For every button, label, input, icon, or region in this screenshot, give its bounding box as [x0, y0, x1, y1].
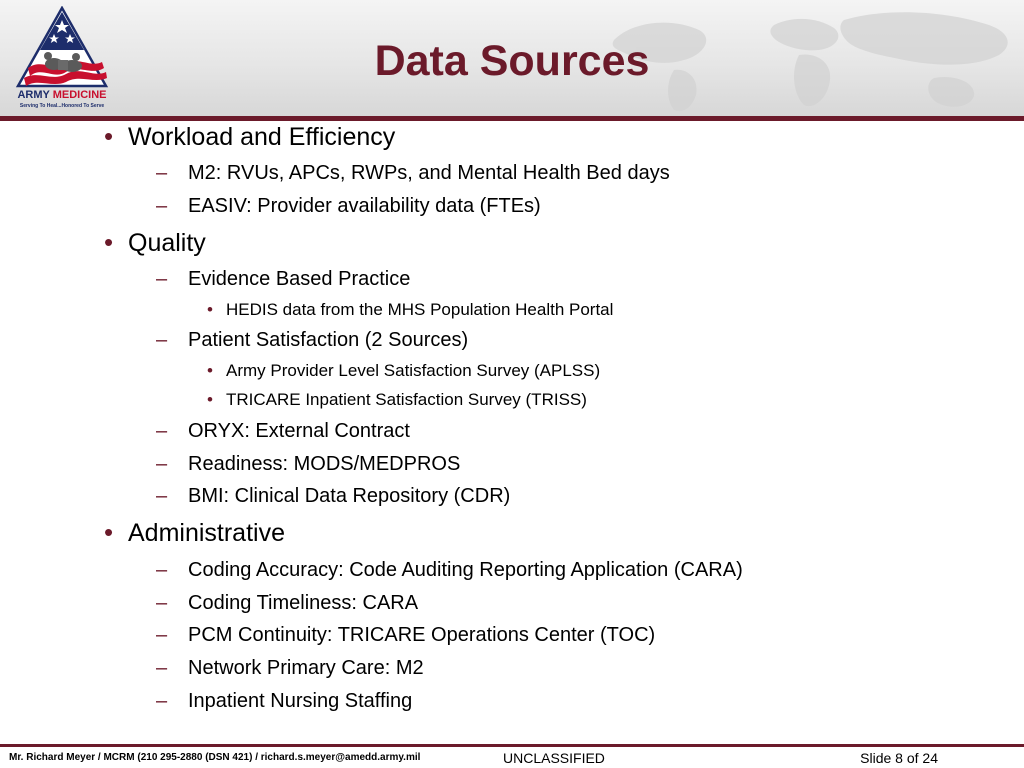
dash-bullet-icon: – [156, 485, 168, 507]
small-bullet-icon: • [207, 390, 213, 409]
small-bullet-icon: • [207, 300, 213, 319]
bullet-text: Army Provider Level Satisfaction Survey (APLSS) [226, 361, 601, 380]
slide-header [0, 0, 1024, 116]
bullet-item-level-2 [156, 623, 655, 647]
bullet-icon: • [104, 517, 114, 547]
bullet-item-level-1 [104, 518, 285, 548]
bullet-text: Coding Timeliness: CARA [188, 592, 419, 614]
bullet-item-level-2 [156, 267, 410, 291]
dash-bullet-icon: – [156, 162, 168, 184]
logo-tagline: Serving To Heal...Honored To Serve [19, 103, 105, 109]
dash-bullet-icon: – [156, 592, 168, 614]
bullet-item-level-1 [104, 122, 395, 152]
bullet-text: ORYX: External Contract [188, 420, 410, 442]
bullet-item-level-2 [156, 558, 743, 582]
dash-bullet-icon: – [156, 329, 168, 351]
dash-bullet-icon: – [156, 268, 168, 290]
footer-slide-number: Slide 8 of 24 [860, 750, 938, 766]
bullet-text: PCM Continuity: TRICARE Operations Center (TOC) [188, 624, 656, 646]
bullet-text: EASIV: Provider availability data (FTEs) [188, 195, 541, 217]
bullet-item-level-2 [156, 328, 468, 352]
logo-word-army: ARMY [17, 89, 50, 101]
bullet-text: Coding Accuracy: Code Auditing Reporting Application (CARA) [188, 559, 743, 581]
dash-bullet-icon: – [156, 195, 168, 217]
dash-bullet-icon: – [156, 690, 168, 712]
logo-wordmark [8, 89, 116, 101]
bullet-text: Administrative [128, 519, 285, 547]
bullet-text: Patient Satisfaction (2 Sources) [188, 329, 469, 351]
bullet-item-level-2 [156, 194, 541, 218]
bullet-item-level-3 [207, 300, 613, 320]
bullet-text: Inpatient Nursing Staffing [188, 690, 413, 712]
bullet-icon: • [104, 227, 114, 257]
bullet-item-level-2 [156, 484, 510, 508]
bullet-text: Network Primary Care: M2 [188, 657, 424, 679]
bullet-icon: • [104, 121, 114, 151]
bullet-text: HEDIS data from the MHS Population Health Portal [226, 300, 614, 319]
dash-bullet-icon: – [156, 624, 168, 646]
bullet-text: Readiness: MODS/MEDPROS [188, 453, 461, 475]
bullet-text: Quality [128, 229, 206, 257]
bullet-item-level-1 [104, 228, 206, 258]
slide-title: Data Sources [374, 37, 650, 85]
bullet-item-level-2 [156, 452, 460, 476]
bullet-item-level-2 [156, 161, 670, 185]
bullet-item-level-2 [156, 689, 412, 713]
bullet-text: BMI: Clinical Data Repository (CDR) [188, 485, 511, 507]
bullet-item-level-2 [156, 656, 424, 680]
slide-footer [0, 747, 1024, 768]
army-medicine-logo [8, 6, 116, 110]
bullet-text: M2: RVUs, APCs, RWPs, and Mental Health Bed days [188, 162, 670, 184]
bullet-item-level-2 [156, 419, 410, 443]
bullet-item-level-3 [207, 390, 587, 410]
footer-classification: UNCLASSIFIED [503, 750, 605, 766]
header-divider [0, 116, 1024, 121]
dash-bullet-icon: – [156, 420, 168, 442]
bullet-item-level-3 [207, 361, 600, 381]
bullet-text: TRICARE Inpatient Satisfaction Survey (TRISS) [226, 390, 587, 409]
bullet-text: Workload and Efficiency [128, 123, 396, 151]
footer-presenter-info: Mr. Richard Meyer / MCRM (210 295-2880 (DSN 421) / richard.s.meyer@amedd.army.mil [9, 752, 421, 763]
dash-bullet-icon: – [156, 657, 168, 679]
small-bullet-icon: • [207, 361, 213, 380]
dash-bullet-icon: – [156, 559, 168, 581]
army-medicine-emblem-icon [14, 6, 110, 88]
bullet-item-level-2 [156, 591, 418, 615]
logo-word-medicine: MEDICINE [52, 89, 107, 101]
bullet-text: Evidence Based Practice [188, 268, 411, 290]
dash-bullet-icon: – [156, 453, 168, 475]
